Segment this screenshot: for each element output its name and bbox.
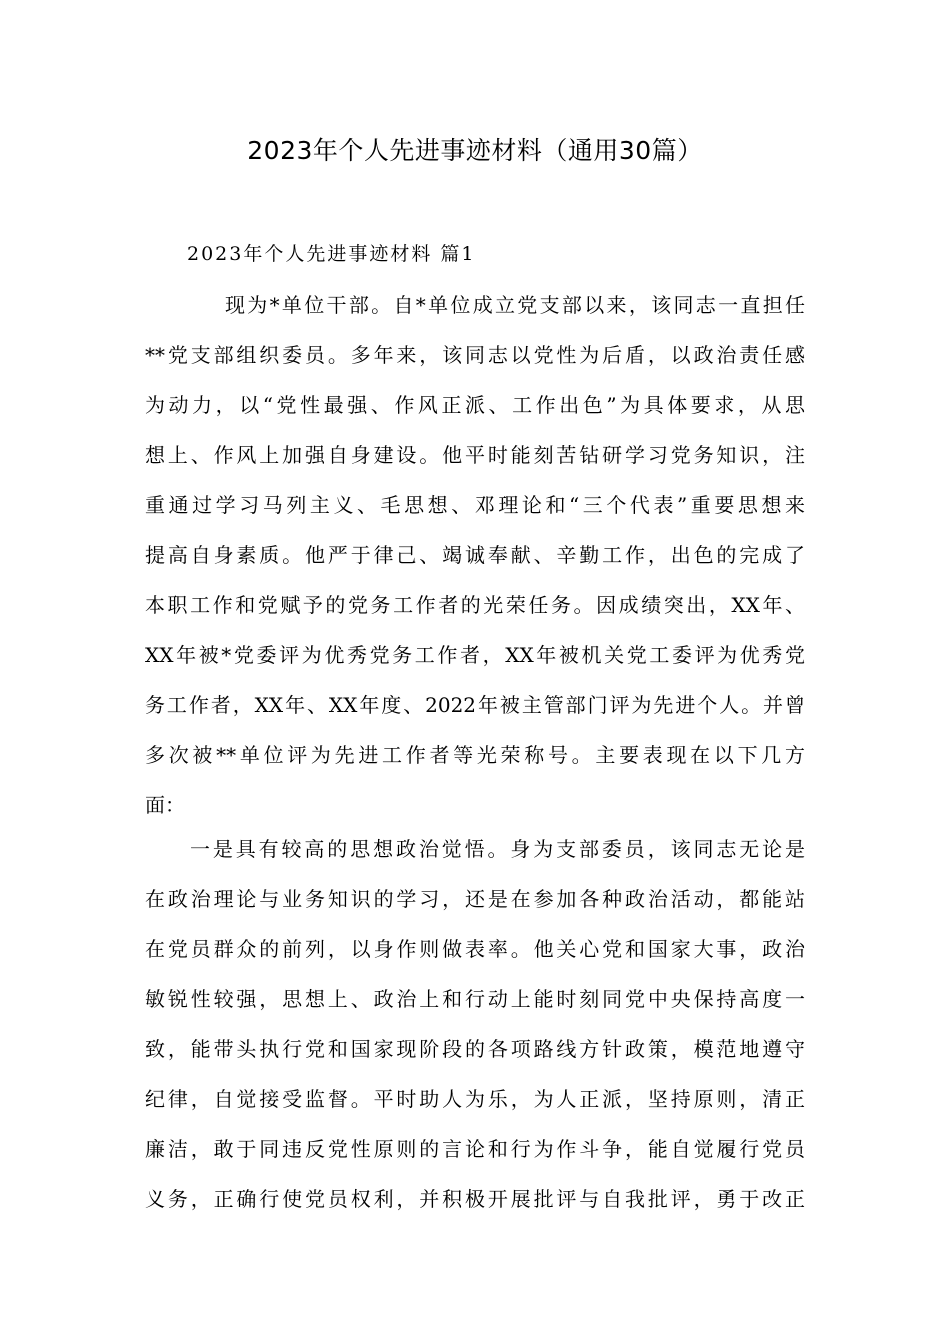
section-heading: 2023年个人先进事迹材料 篇1 [187,243,476,265]
paragraph-line: 敏锐性较强，思想上、政治上和行动上能时刻同党中央保持高度一 [145,987,805,1011]
paragraph-line: 纪律，自觉接受监督。平时助人为乐，为人正派，坚持原则，清正 [145,1087,805,1111]
paragraph-line: 想上、作风上加强自身建设。他平时能刻苦钻研学习党务知识，注 [145,443,805,467]
paragraph-1 [145,280,805,830]
paragraph-line: 为动力，以“党性最强、作风正派、工作出色”为具体要求，从思 [145,393,805,417]
paragraph-line: 廉洁，敢于同违反党性原则的言论和行为作斗争，能自觉履行党员 [145,1137,805,1161]
paragraph-line: 重通过学习马列主义、毛思想、邓理论和“三个代表”重要思想来 [145,493,805,517]
document-title: 2023年个人先进事迹材料（通用30篇） [247,136,703,165]
paragraph-line: 提高自身素质。他严于律己、竭诚奉献、辛勤工作，出色的完成了 [145,543,805,567]
paragraph-line: **党支部组织委员。多年来，该同志以党性为后盾，以政治责任感 [145,343,805,367]
paragraph-line: 面： [145,793,185,817]
paragraph-line: 本职工作和党赋予的党务工作者的光荣任务。因成绩突出，XX年、 [145,593,805,617]
paragraph-line: 务工作者，XX年、XX年度、2022年被主管部门评为先进个人。并曾 [145,693,805,717]
paragraph-line: 致，能带头执行党和国家现阶段的各项路线方针政策，模范地遵守 [145,1037,805,1061]
paragraph-line: 一是具有较高的思想政治觉悟。身为支部委员，该同志无论是 [190,837,805,861]
paragraph-2 [145,824,805,1224]
paragraph-line: 现为*单位干部。自*单位成立党支部以来，该同志一直担任 [225,293,805,317]
paragraph-line: XX年被*党委评为优秀党务工作者，XX年被机关党工委评为优秀党 [145,643,805,667]
paragraph-line: 多次被**单位评为先进工作者等光荣称号。主要表现在以下几方 [145,743,805,767]
paragraph-line: 义务，正确行使党员权利，并积极开展批评与自我批评，勇于改正 [145,1187,805,1211]
paragraph-line: 在政治理论与业务知识的学习，还是在参加各种政治活动，都能站 [145,887,805,911]
paragraph-line: 在党员群众的前列，以身作则做表率。他关心党和国家大事，政治 [145,937,805,961]
